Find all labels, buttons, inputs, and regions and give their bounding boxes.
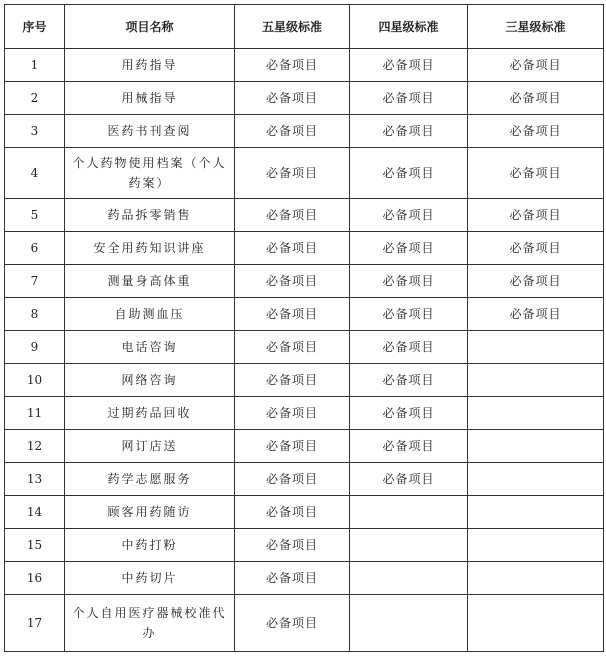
four-star-cell (350, 595, 468, 652)
row-index: 11 (5, 397, 65, 430)
four-star-cell: 必备项目 (350, 148, 468, 199)
table-row (5, 463, 604, 496)
row-item-name: 中药切片 (65, 562, 235, 595)
row-item-name: 中药打粉 (65, 529, 235, 562)
four-star-cell: 必备项目 (350, 364, 468, 397)
three-star-cell: 必备项目 (468, 232, 604, 265)
five-star-cell: 必备项目 (235, 232, 350, 265)
five-star-cell: 必备项目 (235, 529, 350, 562)
four-star-cell (350, 562, 468, 595)
table-row (5, 331, 604, 364)
row-item-name: 自助测血压 (65, 298, 235, 331)
table-row (5, 82, 604, 115)
row-index: 4 (5, 148, 65, 199)
row-index: 8 (5, 298, 65, 331)
header-index: 序号 (5, 5, 65, 49)
row-index: 1 (5, 49, 65, 82)
table-header-row (5, 5, 604, 49)
table-row (5, 562, 604, 595)
row-item-name: 医药书刊查阅 (65, 115, 235, 148)
three-star-cell (468, 397, 604, 430)
row-item-name: 用药指导 (65, 49, 235, 82)
three-star-cell (468, 430, 604, 463)
three-star-cell (468, 496, 604, 529)
four-star-cell: 必备项目 (350, 265, 468, 298)
three-star-cell (468, 331, 604, 364)
five-star-cell: 必备项目 (235, 82, 350, 115)
five-star-cell: 必备项目 (235, 364, 350, 397)
table-row (5, 496, 604, 529)
table-row (5, 148, 604, 199)
four-star-cell: 必备项目 (350, 331, 468, 364)
table-row (5, 115, 604, 148)
row-item-name: 安全用药知识讲座 (65, 232, 235, 265)
row-item-name: 个人药物使用档案（个人药案） (65, 148, 235, 199)
table-row (5, 199, 604, 232)
row-index: 15 (5, 529, 65, 562)
four-star-cell (350, 529, 468, 562)
five-star-cell: 必备项目 (235, 463, 350, 496)
header-four-star: 四星级标准 (350, 5, 468, 49)
row-index: 7 (5, 265, 65, 298)
five-star-cell: 必备项目 (235, 49, 350, 82)
table-row (5, 49, 604, 82)
five-star-cell: 必备项目 (235, 595, 350, 652)
row-item-name: 药品拆零销售 (65, 199, 235, 232)
row-item-name: 用械指导 (65, 82, 235, 115)
row-index: 17 (5, 595, 65, 652)
table-row (5, 595, 604, 652)
table-row (5, 265, 604, 298)
header-item-name: 项目名称 (65, 5, 235, 49)
row-item-name: 药学志愿服务 (65, 463, 235, 496)
row-item-name: 测量身高体重 (65, 265, 235, 298)
service-standards-table (4, 4, 604, 652)
three-star-cell: 必备项目 (468, 115, 604, 148)
four-star-cell: 必备项目 (350, 49, 468, 82)
row-item-name: 顾客用药随访 (65, 496, 235, 529)
four-star-cell (350, 496, 468, 529)
row-index: 6 (5, 232, 65, 265)
row-index: 13 (5, 463, 65, 496)
four-star-cell: 必备项目 (350, 463, 468, 496)
four-star-cell: 必备项目 (350, 298, 468, 331)
table-row (5, 232, 604, 265)
table-row (5, 430, 604, 463)
four-star-cell: 必备项目 (350, 397, 468, 430)
header-three-star: 三星级标准 (468, 5, 604, 49)
three-star-cell (468, 529, 604, 562)
three-star-cell (468, 595, 604, 652)
five-star-cell: 必备项目 (235, 397, 350, 430)
five-star-cell: 必备项目 (235, 430, 350, 463)
five-star-cell: 必备项目 (235, 199, 350, 232)
table-row (5, 397, 604, 430)
row-item-name: 网络咨询 (65, 364, 235, 397)
row-index: 10 (5, 364, 65, 397)
row-item-name: 网订店送 (65, 430, 235, 463)
five-star-cell: 必备项目 (235, 331, 350, 364)
three-star-cell (468, 463, 604, 496)
five-star-cell: 必备项目 (235, 115, 350, 148)
three-star-cell (468, 364, 604, 397)
three-star-cell: 必备项目 (468, 199, 604, 232)
table-row (5, 364, 604, 397)
row-item-name: 电话咨询 (65, 331, 235, 364)
five-star-cell: 必备项目 (235, 265, 350, 298)
five-star-cell: 必备项目 (235, 298, 350, 331)
four-star-cell: 必备项目 (350, 82, 468, 115)
four-star-cell: 必备项目 (350, 430, 468, 463)
three-star-cell: 必备项目 (468, 265, 604, 298)
row-index: 3 (5, 115, 65, 148)
three-star-cell: 必备项目 (468, 49, 604, 82)
three-star-cell: 必备项目 (468, 82, 604, 115)
four-star-cell: 必备项目 (350, 199, 468, 232)
four-star-cell: 必备项目 (350, 232, 468, 265)
row-index: 16 (5, 562, 65, 595)
three-star-cell: 必备项目 (468, 148, 604, 199)
three-star-cell: 必备项目 (468, 298, 604, 331)
four-star-cell: 必备项目 (350, 115, 468, 148)
five-star-cell: 必备项目 (235, 148, 350, 199)
three-star-cell (468, 562, 604, 595)
row-index: 9 (5, 331, 65, 364)
table-row (5, 529, 604, 562)
five-star-cell: 必备项目 (235, 496, 350, 529)
five-star-cell: 必备项目 (235, 562, 350, 595)
row-index: 2 (5, 82, 65, 115)
row-item-name: 过期药品回收 (65, 397, 235, 430)
row-index: 5 (5, 199, 65, 232)
row-item-name: 个人自用医疗器械校准代办 (65, 595, 235, 652)
row-index: 14 (5, 496, 65, 529)
header-five-star: 五星级标准 (235, 5, 350, 49)
table-row (5, 298, 604, 331)
row-index: 12 (5, 430, 65, 463)
